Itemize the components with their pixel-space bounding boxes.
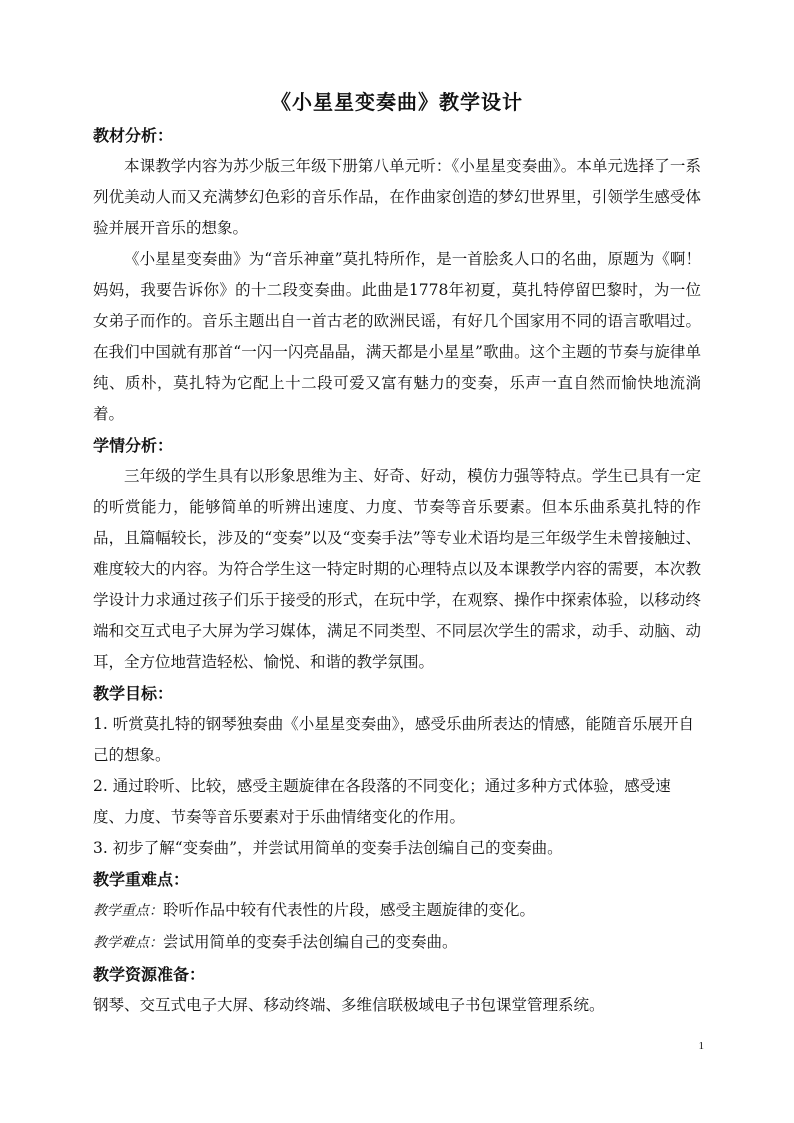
difficult-point-text: 尝试用简单的变奏手法创编自己的变奏曲。 [163,933,458,951]
section-heading-teaching-goals: 教学目标： [93,684,174,703]
difficult-point-label: 教学难点： [93,935,163,951]
difficult-point-line [93,927,701,959]
key-point-text: 聆听作品中较有代表性的片段，感受主题旋律的变化。 [163,901,536,919]
section-heading-student-analysis: 学情分析： [93,436,174,455]
section-heading-material-analysis: 教材分析： [93,126,174,145]
paragraph-material-1: 本课教学内容为苏少版三年级下册第八单元听：《小星星变奏曲》。本单元选择了一系列优美动人而又充满梦幻色彩的音乐作品，在作曲家创造的梦幻世界里，引领学生感受体验并展开音乐的想象。 [93,157,701,237]
section-heading-resources: 教学资源准备： [93,965,206,984]
document-body [93,120,701,1021]
section-heading-key-points: 教学重难点： [93,870,190,889]
goal-item-1: 1. 听赏莫扎特的钢琴独奏曲《小星星变奏曲》，感受乐曲所表达的情感，能随音乐展开自己的想象。 [93,715,694,764]
page-title: 《小星星变奏曲》教学设计 [271,90,523,114]
goal-item-3: 3. 初步了解“变奏曲”，并尝试用简单的变奏手法创编自己的变奏曲。 [93,839,563,857]
page-number: 1 [698,1040,704,1052]
key-point-line [93,895,701,927]
goal-item-2: 2. 通过聆听、比较，感受主题旋律在各段落的不同变化；通过多种方式体验，感受速度、力度、节奏等音乐要素对于乐曲情绪变化的作用。 [93,777,671,826]
key-point-label: 教学重点： [93,903,163,919]
paragraph-student-1: 三年级的学生具有以形象思维为主、好奇、好动，模仿力强等特点。学生已具有一定的听赏能力，能够简单的听辨出速度、力度、节奏等音乐要素。但本乐曲系莫扎特的作品，且篇幅较长，涉及的“变奏”以及“变奏手法”等专业术语均是三年级学生未曾接触过、难度较大的内容。为符合学生这一特定时期的心理特点以及本课教学内容的需要，本次教学设计力求通过孩子们乐于接受的形式，在玩中学，在观察、操作中探索体验，以移动终端和交互式电子大屏为学习媒体，满足不同类型、不同层次学生的需求，动手、动脑、动耳，全方位地营造轻松、愉悦、和谐的教学氛围。 [93,467,701,671]
resources-text: 钢琴、交互式电子大屏、移动终端、多维信联极域电子书包课堂管理系统。 [93,996,605,1014]
paragraph-material-2: 《小星星变奏曲》为“音乐神童”莫扎特所作，是一首脍炙人口的名曲，原题为《啊！妈妈，我要告诉你》的十二段变奏曲。此曲是1778年初夏，莫扎特停留巴黎时，为一位女弟子而作的。音乐主题出自一首古老的欧洲民谣，有好几个国家用不同的语言歌唱过。在我们中国就有那首“一闪一闪亮晶晶，满天都是小星星”歌曲。这个主题的节奏与旋律单纯、质朴，莫扎特为它配上十二段可爱又富有魅力的变奏，乐声一直自然而愉快地流淌着。 [93,250,701,423]
